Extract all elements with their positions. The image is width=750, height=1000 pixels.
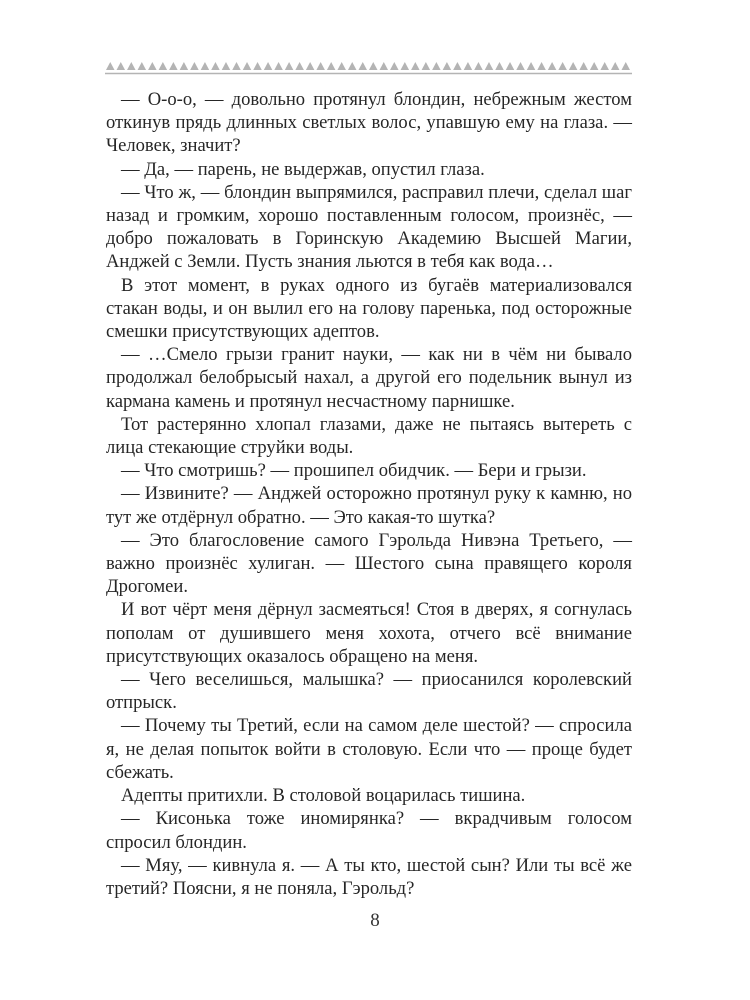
ornament-triangle: [327, 62, 336, 70]
paragraph: — Чего веселишься, малышка? — приосанился королевский отпрыск.: [106, 669, 632, 714]
ornament-triangle: [506, 62, 515, 70]
ornament-triangle: [611, 62, 620, 70]
paragraph: — Да, — парень, не выдержав, опустил глаза.: [121, 158, 485, 180]
ornament-triangle: [558, 62, 567, 70]
ornament-triangle: [180, 62, 189, 70]
ornament-triangle: [316, 62, 325, 70]
ornament-triangle: [138, 62, 147, 70]
ornament-triangle: [264, 62, 273, 70]
paragraph: — Извините? — Анджей осторожно протянул руку к камню, но тут же отдёрнул обратно. — Это какая-то шутка?: [106, 483, 632, 528]
ornament-triangle: [232, 62, 241, 70]
ornament-triangle: [422, 62, 431, 70]
paragraph: И вот чёрт меня дёрнул засмеяться! Стоя в дверях, я согнулась пополам от душившего меня хохота, отчего всё внимание присутствующих оказалось обращено на меня.: [106, 599, 632, 667]
paragraph: — …Смело грызи гранит науки, — как ни в чём ни бывало продолжал белобрысый нахал, а другой его подельник вынул из кармана камень и протянул несчастному парнишке.: [106, 344, 632, 412]
ornament-triangle: [390, 62, 399, 70]
ornament-triangle: [117, 62, 126, 70]
paragraph: Тот растерянно хлопал глазами, даже не пытаясь вытереть с лица стекающие струйки воды.: [106, 413, 632, 459]
ornament-triangle: [485, 62, 494, 70]
page-number: 8: [370, 910, 380, 931]
body-text: [106, 88, 632, 900]
ornament-triangle: [411, 62, 420, 70]
ornament-triangle: [106, 62, 115, 70]
paragraph: — Что ж, — блондин выпрямился, расправил плечи, сделал шаг назад и громким, хорошо поставленным голосом, произнёс, — добро пожаловать в Горинскую Академию Высшей Магии, Анджей с Земли. Пусть знания льются в тебя как вода…: [106, 181, 632, 273]
ornament-triangle: [127, 62, 136, 70]
paragraph: — О-о-о, — довольно протянул блондин, небрежным жестом откинув прядь длинных светлых волос, упавшую ему на глаза. — Человек, значит?: [106, 89, 632, 157]
ornament-triangle: [253, 62, 262, 70]
ornament-triangle: [380, 62, 389, 70]
ornament-triangle: [443, 62, 452, 70]
ornament-triangle: [453, 62, 462, 70]
ornament-triangle: [148, 62, 157, 70]
ornament-triangle: [285, 62, 294, 70]
ornament-triangle: [432, 62, 441, 70]
ornament-triangle: [348, 62, 357, 70]
ornament-triangle: [337, 62, 346, 70]
paragraph: — Мяу, — кивнула я. — А ты кто, шестой сын? Или ты всё же третий? Поясни, я не поняла, Гэрольд?: [106, 854, 632, 899]
paragraph: — Кисонька тоже иномирянка? — вкрадчивым голосом спросил блондин.: [106, 808, 632, 853]
ornament-triangle: [274, 62, 283, 70]
paragraph: — Почему ты Третий, если на самом деле шестой? — спросила я, не делая попыток войти в столовую. Если что — проще будет сбежать.: [106, 715, 632, 783]
ornament-triangle: [579, 62, 588, 70]
ornament-triangle: [548, 62, 557, 70]
ornament-triangle: [569, 62, 578, 70]
ornament-triangle-row: [106, 62, 630, 70]
ornament-triangle: [474, 62, 483, 70]
ornament-triangle: [169, 62, 178, 70]
ornament-triangle: [516, 62, 525, 70]
ornament-triangle: [537, 62, 546, 70]
ornament-triangle: [401, 62, 410, 70]
paragraph: — Что смотришь? — прошипел обидчик. — Бери и грызи.: [121, 460, 587, 482]
ornament-triangle: [464, 62, 473, 70]
ornament-triangle: [600, 62, 609, 70]
paragraph: В этот момент, в руках одного из бугаёв материализовался стакан воды, и он вылил его на голову паренька, под осторожные смешки присутствующих адептов.: [106, 274, 632, 343]
ornament-triangle: [159, 62, 168, 70]
header-ornament: [105, 56, 632, 78]
paragraph: Адепты притихли. В столовой воцарилась тишина.: [121, 785, 526, 807]
ornament-triangle: [190, 62, 199, 70]
ornament-triangle: [495, 62, 504, 70]
ornament-triangle: [621, 62, 630, 70]
ornament-triangle: [222, 62, 231, 70]
ornament-triangle: [590, 62, 599, 70]
ornament-triangle: [527, 62, 536, 70]
ornament-triangle: [369, 62, 378, 70]
paragraph: — Это благословение самого Гэрольда Нивэна Третьего, — важно произнёс хулиган. — Шестого сына правящего короля Дрогомеи.: [106, 529, 632, 598]
ornament-triangle: [306, 62, 315, 70]
ornament-triangle: [243, 62, 252, 70]
ornament-triangle: [358, 62, 367, 70]
ornament-triangle: [201, 62, 210, 70]
ornament-triangle: [295, 62, 304, 70]
ornament-triangle: [211, 62, 220, 70]
